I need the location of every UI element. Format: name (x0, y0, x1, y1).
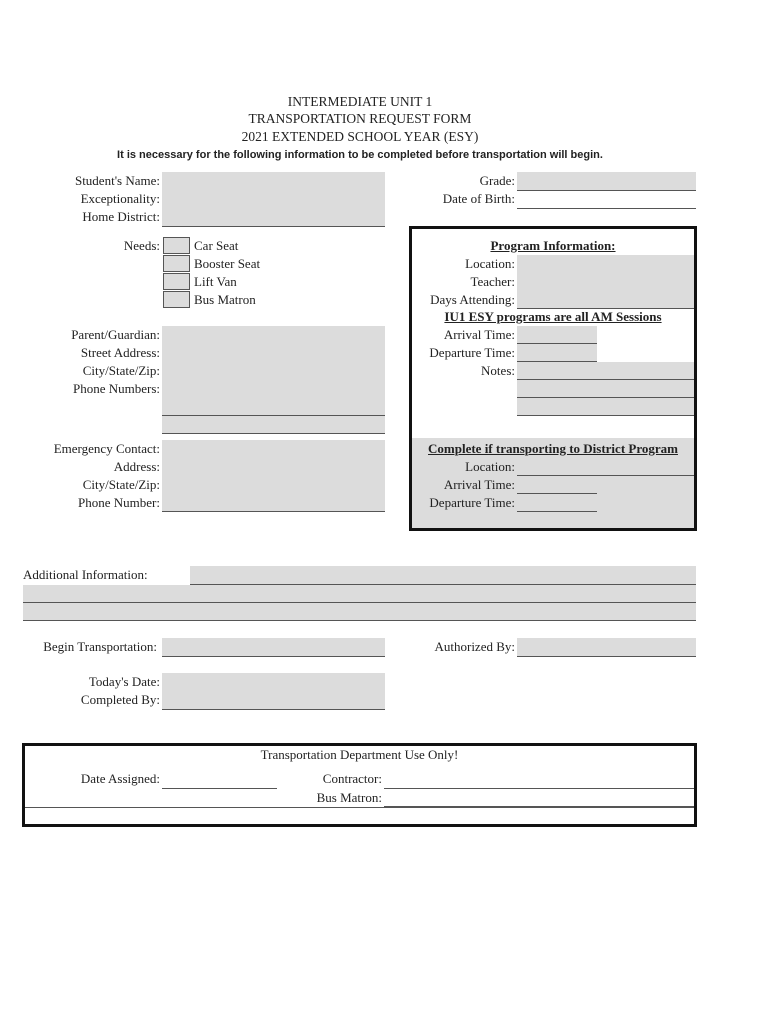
district-location-label: Location: (465, 459, 515, 474)
departure-time-field[interactable] (517, 344, 597, 362)
car-seat-checkbox[interactable] (163, 237, 190, 254)
additional-information-field-1[interactable] (190, 566, 696, 585)
arrival-time-label: Arrival Time: (443, 327, 515, 342)
district-departure-label: Departure Time: (429, 495, 515, 510)
parent-guardian-field[interactable] (162, 326, 385, 345)
bus-matron-label: Bus Matron (194, 292, 256, 307)
am-sessions-note: IU1 ESY programs are all AM Sessions (444, 309, 662, 324)
contractor-field[interactable] (384, 770, 694, 789)
begin-transportation-label: Begin Transportation: (43, 639, 157, 654)
emergency-phone-label: Phone Number: (78, 495, 160, 510)
instruction-note: It is necessary for the following information to be completed before transportation will begin. (117, 149, 603, 161)
car-seat-label: Car Seat (194, 238, 239, 253)
notes-field-3[interactable] (517, 398, 694, 416)
district-arrival-label: Arrival Time: (443, 477, 515, 492)
grade-field[interactable] (517, 172, 696, 191)
booster-seat-checkbox[interactable] (163, 255, 190, 272)
bus-matron-assigned-label: Bus Matron: (316, 790, 382, 805)
district-arrival-field[interactable] (517, 476, 597, 494)
phone-number-field-3[interactable] (162, 416, 385, 434)
transportation-department-title: Transportation Department Use Only! (260, 747, 459, 762)
days-attending-field[interactable] (517, 291, 694, 309)
emergency-city-field[interactable] (162, 476, 385, 495)
emergency-address-label: Address: (113, 459, 160, 474)
city-state-zip-field[interactable] (162, 362, 385, 381)
exceptionality-field[interactable] (162, 190, 385, 209)
date-assigned-label: Date Assigned: (80, 771, 160, 786)
phone-number-field-1[interactable] (162, 380, 385, 399)
phone-numbers-label: Phone Numbers: (72, 381, 160, 396)
district-program-title: Complete if transporting to District Program (428, 441, 678, 456)
notes-label: Notes: (481, 363, 515, 378)
street-address-label: Street Address: (80, 345, 160, 360)
emergency-city-label: City/State/Zip: (82, 477, 160, 492)
authorized-by-label: Authorized By: (434, 639, 515, 654)
grade-label: Grade: (479, 173, 515, 188)
district-departure-field[interactable] (517, 494, 597, 512)
emergency-contact-label: Emergency Contact: (53, 441, 160, 456)
home-district-label: Home District: (82, 209, 160, 224)
city-state-zip-label: City/State/Zip: (82, 363, 160, 378)
additional-information-label: Additional Information: (23, 567, 148, 582)
phone-number-field-2[interactable] (162, 398, 385, 416)
begin-transportation-field[interactable] (162, 638, 385, 657)
district-location-field[interactable] (517, 458, 694, 476)
notes-field-2[interactable] (517, 380, 694, 398)
program-location-label: Location: (465, 256, 515, 271)
emergency-contact-field[interactable] (162, 440, 385, 459)
form-title-line3: 2021 EXTENDED SCHOOL YEAR (ESY) (241, 129, 479, 144)
needs-label: Needs: (123, 238, 160, 253)
students-name-field[interactable] (162, 172, 385, 191)
form-title-line1: INTERMEDIATE UNIT 1 (287, 94, 433, 109)
notes-field-1[interactable] (517, 362, 694, 380)
emergency-address-field[interactable] (162, 458, 385, 477)
home-district-field[interactable] (162, 208, 385, 227)
todays-date-label: Today's Date: (88, 674, 160, 689)
completed-by-label: Completed By: (80, 692, 160, 707)
bus-matron-assigned-field[interactable] (384, 789, 694, 807)
days-attending-label: Days Attending: (430, 292, 515, 307)
program-teacher-field[interactable] (517, 273, 694, 292)
program-information-title: Program Information: (490, 238, 616, 253)
emergency-phone-field[interactable] (162, 494, 385, 512)
completed-by-field[interactable] (162, 691, 385, 710)
contractor-label: Contractor: (322, 771, 382, 786)
date-of-birth-field[interactable] (517, 190, 696, 209)
lift-van-checkbox[interactable] (163, 273, 190, 290)
todays-date-field[interactable] (162, 673, 385, 692)
date-assigned-field[interactable] (162, 770, 277, 789)
form-title-line2: TRANSPORTATION REQUEST FORM (248, 111, 472, 126)
exceptionality-label: Exceptionality: (80, 191, 160, 206)
transportation-department-divider (25, 807, 694, 808)
parent-guardian-label: Parent/Guardian: (71, 327, 160, 342)
bus-matron-checkbox[interactable] (163, 291, 190, 308)
street-address-field[interactable] (162, 344, 385, 363)
additional-information-field-2[interactable] (23, 585, 696, 603)
departure-time-label: Departure Time: (429, 345, 515, 360)
lift-van-label: Lift Van (194, 274, 237, 289)
program-teacher-label: Teacher: (470, 274, 515, 289)
additional-information-field-3[interactable] (23, 603, 696, 621)
arrival-time-field[interactable] (517, 326, 597, 344)
authorized-by-field[interactable] (517, 638, 696, 657)
program-location-field[interactable] (517, 255, 694, 274)
students-name-label: Student's Name: (74, 173, 160, 188)
booster-seat-label: Booster Seat (194, 256, 261, 271)
date-of-birth-label: Date of Birth: (442, 191, 515, 206)
